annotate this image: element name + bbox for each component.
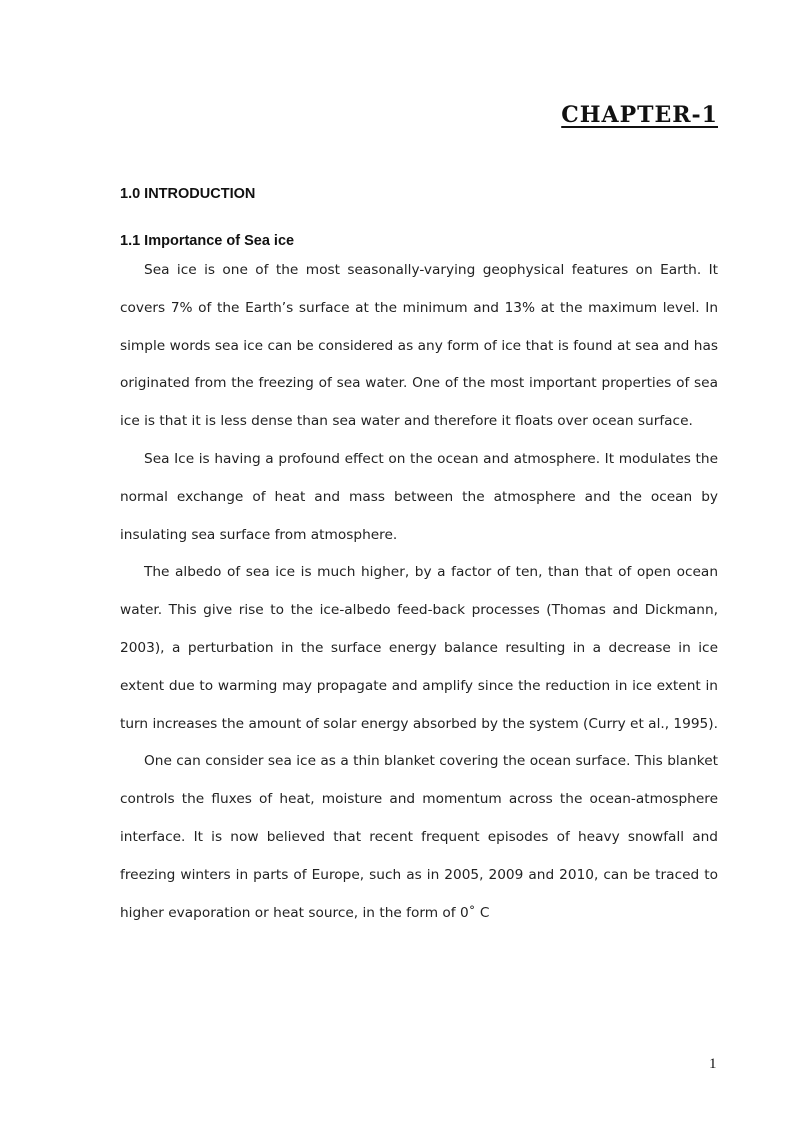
body-text — [120, 252, 718, 932]
page-number: 1 — [709, 1056, 717, 1072]
paragraph: The albedo of sea ice is much higher, by a factor of ten, than that of open ocean water. This give rise to the ice-albedo feed-back processes (Thomas and Dickmann, 2003), a perturbation in the surface energy balance resulting in a decrease in ice extent due to warming may propagate and amplify since the reduction in ice extent in turn increases the amount of solar energy absorbed by the system (Curry et al., 1995). — [120, 564, 718, 732]
chapter-title: CHAPTER-1 — [561, 102, 718, 128]
subsection-heading: 1.1 Importance of Sea ice — [120, 233, 295, 249]
section-heading: 1.0 INTRODUCTION — [120, 186, 256, 202]
paragraph: Sea Ice is having a profound effect on the ocean and atmosphere. It modulates the normal exchange of heat and mass between the atmosphere and the ocean by insulating sea surface from atmosphere. — [120, 450, 718, 543]
paragraph: One can consider sea ice as a thin blanket covering the ocean surface. This blanket controls the fluxes of heat, moisture and momentum across the ocean-atmosphere interface. It is now believed that recent frequent episodes of heavy snowfall and freezing winters in parts of Europe, such as in 2005, 2009 and 2010, can be traced to higher evaporation or heat source, in the form of 0˚ C — [120, 753, 718, 921]
paragraph: Sea ice is one of the most seasonally-varying geophysical features on Earth. It covers 7% of the Earth’s surface at the minimum and 13% at the maximum level. In simple words sea ice can be considered as any form of ice that is found at sea and has originated from the freezing of sea water. One of the most important properties of sea ice is that it is less dense than sea water and therefore it floats over ocean surface. — [120, 262, 718, 430]
